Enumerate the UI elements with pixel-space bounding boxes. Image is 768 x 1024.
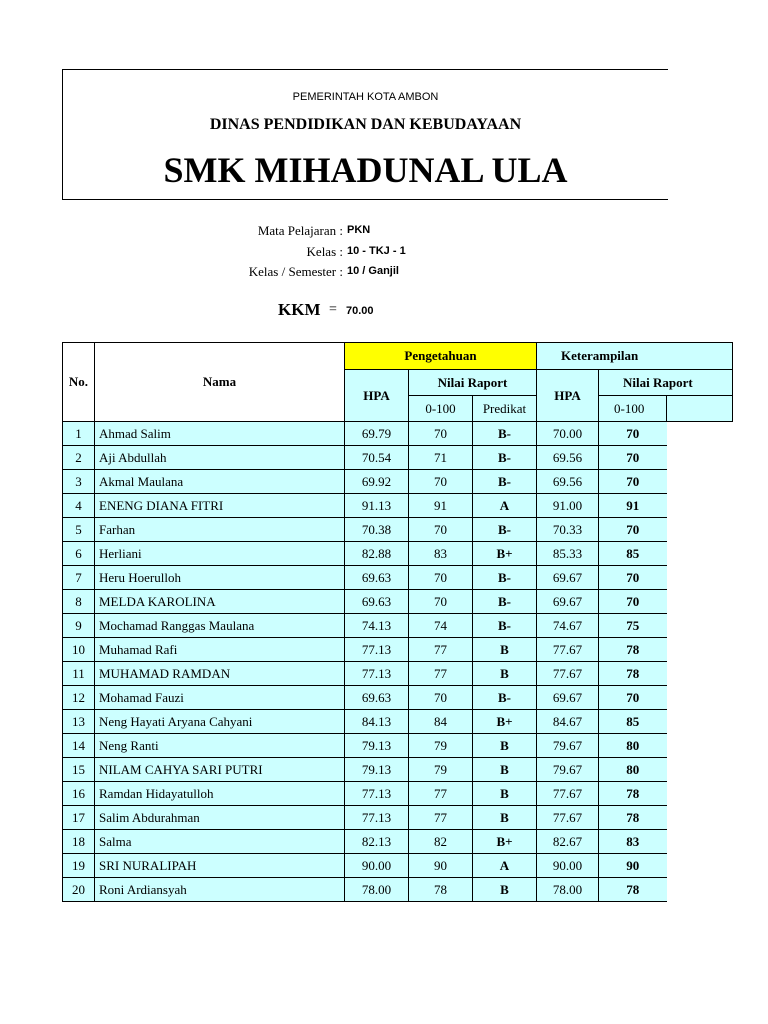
hpa-keterampilan: 69.56 xyxy=(537,470,599,494)
table-row xyxy=(63,686,733,710)
predikat-pengetahuan: B- xyxy=(473,446,537,470)
student-name: Aji Abdullah xyxy=(95,446,345,470)
table-row xyxy=(63,494,733,518)
hpa-keterampilan: 70.00 xyxy=(537,422,599,446)
nilai-pengetahuan: 79 xyxy=(409,758,473,782)
kelas-value: 10 - TKJ - 1 xyxy=(347,245,406,257)
row-number: 6 xyxy=(63,542,95,566)
nilai-keterampilan: 83 xyxy=(599,830,667,854)
nilai-keterampilan: 70 xyxy=(599,518,667,542)
hpa-pengetahuan: 74.13 xyxy=(345,614,409,638)
hpa-keterampilan: 69.67 xyxy=(537,566,599,590)
nilai-pengetahuan: 82 xyxy=(409,830,473,854)
predikat-pengetahuan: B xyxy=(473,734,537,758)
student-name: SRI NURALIPAH xyxy=(95,854,345,878)
row-number: 2 xyxy=(63,446,95,470)
row-number: 1 xyxy=(63,422,95,446)
mapel-value: PKN xyxy=(347,224,371,236)
nilai-keterampilan: 78 xyxy=(599,806,667,830)
hpa-pengetahuan: 77.13 xyxy=(345,662,409,686)
grade-table-wrap xyxy=(62,342,768,942)
nilai-keterampilan: 70 xyxy=(599,470,667,494)
hpa-pengetahuan: 69.63 xyxy=(345,566,409,590)
hpa-pengetahuan: 84.13 xyxy=(345,710,409,734)
nilai-pengetahuan: 70 xyxy=(409,590,473,614)
header-range-keterampilan: 0-100 xyxy=(599,396,667,422)
predikat-pengetahuan: B- xyxy=(473,614,537,638)
predikat-pengetahuan: B- xyxy=(473,518,537,542)
nilai-pengetahuan: 77 xyxy=(409,638,473,662)
table-row xyxy=(63,854,733,878)
row-number: 13 xyxy=(63,710,95,734)
row-number: 7 xyxy=(63,566,95,590)
nilai-keterampilan: 75 xyxy=(599,614,667,638)
kkm-equals: = xyxy=(329,302,337,317)
hpa-keterampilan: 77.67 xyxy=(537,782,599,806)
hpa-pengetahuan: 82.88 xyxy=(345,542,409,566)
hpa-pengetahuan: 69.63 xyxy=(345,590,409,614)
hpa-keterampilan: 90.00 xyxy=(537,854,599,878)
student-name: Muhamad Rafi xyxy=(95,638,345,662)
predikat-pengetahuan: B+ xyxy=(473,542,537,566)
nilai-pengetahuan: 90 xyxy=(409,854,473,878)
nilai-pengetahuan: 70 xyxy=(409,566,473,590)
student-name: Farhan xyxy=(95,518,345,542)
table-row xyxy=(63,878,733,902)
student-name: Akmal Maulana xyxy=(95,470,345,494)
student-name: Ramdan Hidayatulloh xyxy=(95,782,345,806)
nilai-pengetahuan: 77 xyxy=(409,782,473,806)
nilai-keterampilan: 70 xyxy=(599,446,667,470)
student-name: Heru Hoerulloh xyxy=(95,566,345,590)
government-label: PEMERINTAH KOTA AMBON xyxy=(292,91,439,103)
nilai-pengetahuan: 70 xyxy=(409,686,473,710)
header-pengetahuan: Pengetahuan xyxy=(345,343,537,370)
row-number: 10 xyxy=(63,638,95,662)
header-nilai-raport-pengetahuan: Nilai Raport xyxy=(409,370,537,396)
grade-table xyxy=(62,342,733,902)
table-row xyxy=(63,830,733,854)
table-row xyxy=(63,614,733,638)
hpa-keterampilan: 78.00 xyxy=(537,878,599,902)
student-name: Neng Hayati Aryana Cahyani xyxy=(95,710,345,734)
hpa-pengetahuan: 82.13 xyxy=(345,830,409,854)
hpa-keterampilan: 74.67 xyxy=(537,614,599,638)
row-number: 20 xyxy=(63,878,95,902)
row-number: 18 xyxy=(63,830,95,854)
hpa-pengetahuan: 70.38 xyxy=(345,518,409,542)
row-number: 5 xyxy=(63,518,95,542)
nilai-keterampilan: 70 xyxy=(599,422,667,446)
nilai-keterampilan: 91 xyxy=(599,494,667,518)
predikat-pengetahuan: B- xyxy=(473,470,537,494)
hpa-pengetahuan: 78.00 xyxy=(345,878,409,902)
school-name: SMK MIHADUNAL ULA xyxy=(163,150,568,190)
hpa-pengetahuan: 77.13 xyxy=(345,806,409,830)
semester-label: Kelas / Semester : xyxy=(248,264,343,279)
nilai-keterampilan: 70 xyxy=(599,686,667,710)
table-row xyxy=(63,422,733,446)
mapel-label: Mata Pelajaran : xyxy=(257,223,343,238)
hpa-keterampilan: 77.67 xyxy=(537,638,599,662)
table-row xyxy=(63,590,733,614)
hpa-keterampilan: 79.67 xyxy=(537,758,599,782)
hpa-pengetahuan: 90.00 xyxy=(345,854,409,878)
table-row xyxy=(63,518,733,542)
kelas-label: Kelas : xyxy=(306,244,343,259)
row-number: 17 xyxy=(63,806,95,830)
nilai-keterampilan: 78 xyxy=(599,878,667,902)
table-row xyxy=(63,734,733,758)
table-row xyxy=(63,710,733,734)
row-number: 11 xyxy=(63,662,95,686)
semester-label-wrap xyxy=(200,264,343,282)
table-row xyxy=(63,662,733,686)
table-row xyxy=(63,638,733,662)
nilai-keterampilan: 70 xyxy=(599,566,667,590)
predikat-pengetahuan: B xyxy=(473,806,537,830)
nilai-keterampilan: 78 xyxy=(599,662,667,686)
hpa-keterampilan: 84.67 xyxy=(537,710,599,734)
row-number: 16 xyxy=(63,782,95,806)
hpa-keterampilan: 91.00 xyxy=(537,494,599,518)
predikat-pengetahuan: B+ xyxy=(473,830,537,854)
row-number: 3 xyxy=(63,470,95,494)
predikat-pengetahuan: A xyxy=(473,494,537,518)
header-keterampilan: Keterampilan xyxy=(537,343,733,370)
hpa-keterampilan: 82.67 xyxy=(537,830,599,854)
semester-value: 10 / Ganjil xyxy=(347,265,399,277)
header-hpa-keterampilan: HPA xyxy=(537,370,599,422)
hpa-pengetahuan: 70.54 xyxy=(345,446,409,470)
row-number: 9 xyxy=(63,614,95,638)
student-name: Neng Ranti xyxy=(95,734,345,758)
nilai-keterampilan: 78 xyxy=(599,782,667,806)
table-row xyxy=(63,782,733,806)
table-row xyxy=(63,542,733,566)
nilai-pengetahuan: 84 xyxy=(409,710,473,734)
hpa-keterampilan: 69.67 xyxy=(537,590,599,614)
nilai-pengetahuan: 74 xyxy=(409,614,473,638)
nilai-keterampilan: 80 xyxy=(599,734,667,758)
student-name: Mohamad Fauzi xyxy=(95,686,345,710)
nilai-keterampilan: 80 xyxy=(599,758,667,782)
table-row xyxy=(63,566,733,590)
student-name: MUHAMAD RAMDAN xyxy=(95,662,345,686)
predikat-pengetahuan: B xyxy=(473,782,537,806)
predikat-pengetahuan: B- xyxy=(473,686,537,710)
student-name: Herliani xyxy=(95,542,345,566)
hpa-keterampilan: 77.67 xyxy=(537,806,599,830)
nilai-pengetahuan: 83 xyxy=(409,542,473,566)
nilai-pengetahuan: 77 xyxy=(409,662,473,686)
student-name: Salma xyxy=(95,830,345,854)
predikat-pengetahuan: B xyxy=(473,878,537,902)
nilai-pengetahuan: 71 xyxy=(409,446,473,470)
department-label: DINAS PENDIDIKAN DAN KEBUDAYAAN xyxy=(209,116,522,133)
hpa-keterampilan: 85.33 xyxy=(537,542,599,566)
nilai-pengetahuan: 91 xyxy=(409,494,473,518)
predikat-pengetahuan: B- xyxy=(473,566,537,590)
hpa-pengetahuan: 69.79 xyxy=(345,422,409,446)
report-header xyxy=(62,69,668,200)
nilai-keterampilan: 78 xyxy=(599,638,667,662)
hpa-pengetahuan: 77.13 xyxy=(345,638,409,662)
hpa-pengetahuan: 69.92 xyxy=(345,470,409,494)
header-predikat: Predikat xyxy=(473,396,537,422)
kkm-label: KKM xyxy=(278,300,321,319)
predikat-pengetahuan: B- xyxy=(473,590,537,614)
nilai-pengetahuan: 78 xyxy=(409,878,473,902)
kelas-label-wrap xyxy=(200,244,343,262)
student-name: Mochamad Ranggas Maulana xyxy=(95,614,345,638)
nilai-keterampilan: 85 xyxy=(599,710,667,734)
student-name: Roni Ardiansyah xyxy=(95,878,345,902)
table-row xyxy=(63,470,733,494)
hpa-pengetahuan: 79.13 xyxy=(345,734,409,758)
row-number: 4 xyxy=(63,494,95,518)
student-name: ENENG DIANA FITRI xyxy=(95,494,345,518)
predikat-pengetahuan: B- xyxy=(473,422,537,446)
table-row xyxy=(63,806,733,830)
student-name: Salim Abdurahman xyxy=(95,806,345,830)
mapel-label-wrap xyxy=(200,223,343,241)
predikat-pengetahuan: B xyxy=(473,758,537,782)
table-row xyxy=(63,446,733,470)
hpa-pengetahuan: 79.13 xyxy=(345,758,409,782)
row-number: 12 xyxy=(63,686,95,710)
table-row xyxy=(63,758,733,782)
nilai-keterampilan: 85 xyxy=(599,542,667,566)
student-name: NILAM CAHYA SARI PUTRI xyxy=(95,758,345,782)
predikat-pengetahuan: B xyxy=(473,638,537,662)
row-number: 15 xyxy=(63,758,95,782)
predikat-pengetahuan: B xyxy=(473,662,537,686)
header-hpa-pengetahuan: HPA xyxy=(345,370,409,422)
nilai-keterampilan: 90 xyxy=(599,854,667,878)
hpa-keterampilan: 69.56 xyxy=(537,446,599,470)
nilai-pengetahuan: 70 xyxy=(409,470,473,494)
student-name: MELDA KAROLINA xyxy=(95,590,345,614)
predikat-pengetahuan: B+ xyxy=(473,710,537,734)
nilai-keterampilan: 70 xyxy=(599,590,667,614)
nilai-pengetahuan: 70 xyxy=(409,518,473,542)
hpa-pengetahuan: 91.13 xyxy=(345,494,409,518)
hpa-keterampilan: 79.67 xyxy=(537,734,599,758)
kkm-value: 70.00 xyxy=(346,305,374,317)
nilai-pengetahuan: 79 xyxy=(409,734,473,758)
row-number: 14 xyxy=(63,734,95,758)
grade-rows xyxy=(63,422,733,902)
header-range-pengetahuan: 0-100 xyxy=(409,396,473,422)
header-no: No. xyxy=(63,343,95,422)
nilai-pengetahuan: 77 xyxy=(409,806,473,830)
header-nama: Nama xyxy=(95,343,345,422)
hpa-pengetahuan: 69.63 xyxy=(345,686,409,710)
row-number: 8 xyxy=(63,590,95,614)
hpa-keterampilan: 69.67 xyxy=(537,686,599,710)
header-nilai-raport-keterampilan: Nilai Raport xyxy=(599,370,733,396)
predikat-pengetahuan: A xyxy=(473,854,537,878)
row-number: 19 xyxy=(63,854,95,878)
hpa-pengetahuan: 77.13 xyxy=(345,782,409,806)
student-name: Ahmad Salim xyxy=(95,422,345,446)
nilai-pengetahuan: 70 xyxy=(409,422,473,446)
hpa-keterampilan: 77.67 xyxy=(537,662,599,686)
header-overflow xyxy=(667,396,733,422)
hpa-keterampilan: 70.33 xyxy=(537,518,599,542)
